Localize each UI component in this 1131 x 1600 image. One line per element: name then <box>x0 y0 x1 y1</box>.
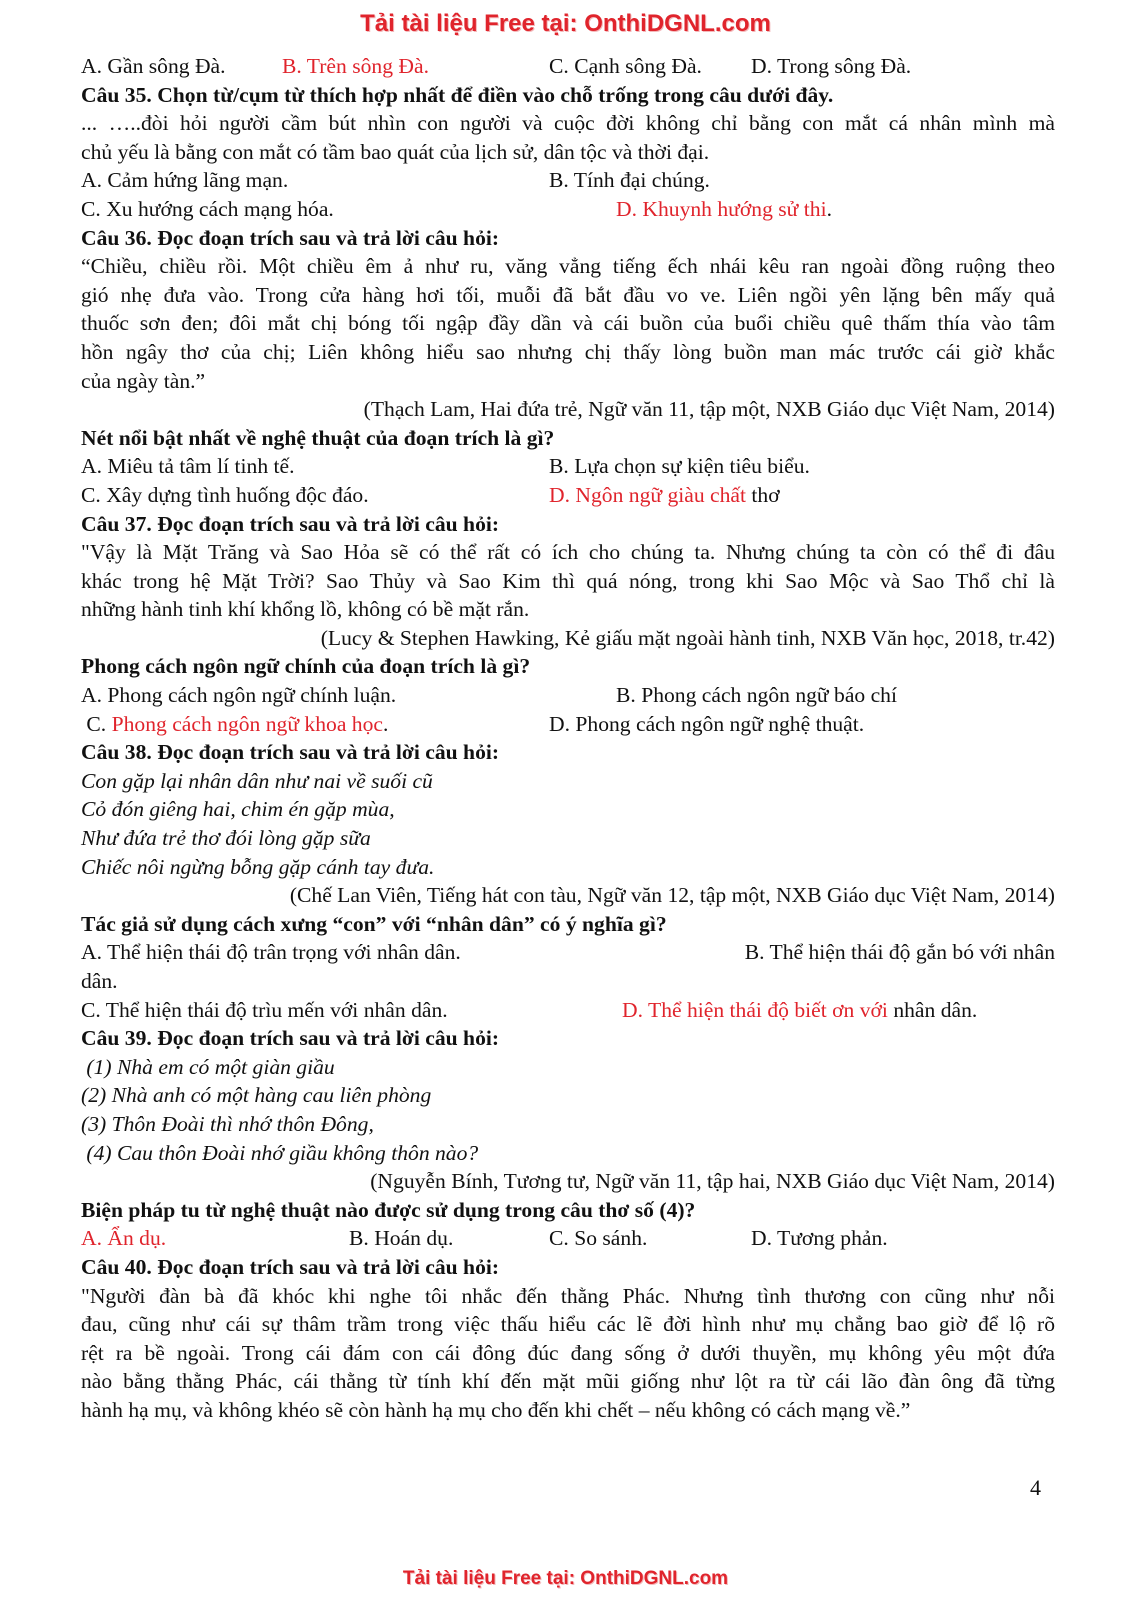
q38-option-d-answer <box>622 996 977 1025</box>
q39-question: Biện pháp tu từ nghệ thuật nào được sử dụng trong câu thơ số (4)? <box>81 1197 696 1222</box>
q35-options-row <box>81 166 1055 195</box>
q38-source: (Chế Lan Viên, Tiếng hát con tàu, Ngữ văn 12, tập một, NXB Giáo dục Việt Nam, 2014) <box>289 883 1055 908</box>
q38-option-d-tail: nhân dân. <box>887 997 978 1022</box>
q37-option-c-prefix: C. <box>81 711 112 736</box>
q35-option-b: B. Tính đại chúng. <box>549 168 710 193</box>
q40-passage-line: hành hạ mụ, và không khéo sẽ còn hành hạ mụ cho đến khi chết – nếu không có cách mạng về.” <box>81 1397 911 1422</box>
q36-options-row <box>81 452 1055 481</box>
q39-option-c: C. So sánh. <box>549 1226 648 1251</box>
q37-option-d: D. Phong cách ngôn ngữ nghệ thuật. <box>549 711 865 736</box>
q35-option-a: A. Cảm hứng lãng mạn. <box>81 168 289 193</box>
header-banner[interactable]: Tải tài liệu Free tại: OnthiDGNL.com <box>360 10 771 37</box>
q37-question: Phong cách ngôn ngữ chính của đoạn trích là gì? <box>81 654 531 679</box>
q39-option-a-answer: A. Ẩn dụ. <box>81 1226 167 1251</box>
q36-question: Nét nổi bật nhất về nghệ thuật của đoạn trích là gì? <box>81 425 555 450</box>
q36-source: (Thạch Lam, Hai đứa trẻ, Ngữ văn 11, tập một, NXB Giáo dục Việt Nam, 2014) <box>363 397 1055 422</box>
q37-option-c-answer <box>81 710 388 739</box>
q36-passage-line: “Chiều, chiều rồi. Một chiều êm ả như ru, văng vẳng tiếng ếch nhái kêu ran ngoài đồng ruộng theo <box>81 254 1055 279</box>
q38-option-d-text: D. Thể hiện thái độ biết ơn với <box>622 997 888 1022</box>
q38-poem-line: Cỏ đón giêng hai, chim én gặp mùa, <box>81 797 395 822</box>
q36-option-a: A. Miêu tả tâm lí tinh tế. <box>81 454 295 479</box>
q39-option-b: B. Hoán dụ. <box>349 1226 454 1251</box>
q34-option-a: A. Gần sông Đà. <box>81 54 226 78</box>
q37-option-b: B. Phong cách ngôn ngữ báo chí <box>616 683 897 708</box>
q38-heading: Câu 38. Đọc đoạn trích sau và trả lời câu hỏi: <box>81 740 500 765</box>
q35-text-line: ... …..đòi hỏi người cầm bút nhìn con người và cuộc đời không chỉ bằng con mắt cá nhân mình mà <box>81 111 1055 136</box>
q35-option-c: C. Xu hướng cách mạng hóa. <box>81 196 334 221</box>
q38-option-b-wrap: dân. <box>81 969 118 993</box>
q37-options-row <box>81 681 1055 710</box>
q39-poem-line: (4) Cau thôn Đoài nhớ giầu không thôn nào? <box>81 1140 479 1165</box>
q37-option-c-tail: . <box>383 711 389 736</box>
q36-passage-line: hồn ngây thơ của chị; Liên không hiểu sao nhưng chị thấy lòng buồn man mác trước cái giờ khắc <box>81 339 1055 364</box>
q38-poem-line: Con gặp lại nhân dân như nai về suối cũ <box>81 768 433 793</box>
q39-source: (Nguyễn Bính, Tương tư, Ngữ văn 11, tập hai, NXB Giáo dục Việt Nam, 2014) <box>370 1169 1055 1194</box>
q35-options-row <box>81 195 1055 224</box>
q38-option-b: B. Thể hiện thái độ gắn bó với nhân <box>744 940 1055 965</box>
q36-options-row <box>81 481 1055 510</box>
q37-option-a: A. Phong cách ngôn ngữ chính luận. <box>81 683 397 708</box>
q36-passage-line: gió nhẹ đưa vào. Trong cửa hàng hơi tối, muỗi đã bắt đầu vo ve. Liên ngồi yên lặng bên mấy quả <box>81 282 1055 307</box>
q37-passage-line: "Vậy là Mặt Trăng và Sao Hỏa sẽ có thể rất có ích cho chúng ta. Nhưng chúng ta còn có thể đi đâu <box>81 540 1055 565</box>
q40-passage-line: rệt ra bề ngoài. Trong cái đám con cái đông đúc đang sống ở dưới thuyền, mụ không yêu một đứa <box>81 1340 1055 1365</box>
q38-option-c: C. Thể hiện thái độ trìu mến với nhân dân. <box>81 997 448 1022</box>
q35-text-line: chủ yếu là bằng con mắt có tầm bao quát của lịch sử, dân tộc và thời đại. <box>81 139 710 164</box>
q36-heading: Câu 36. Đọc đoạn trích sau và trả lời câu hỏi: <box>81 225 500 250</box>
q35-option-d-tail: . <box>826 196 832 221</box>
q40-passage-line: đau, cũng như cái sự thâm trầm trong việc thấu hiểu các lẽ đời hình như mụ chẳng bao giờ để lộ rõ <box>81 1312 1055 1337</box>
q40-passage-line: nào bằng thằng Phác, cái thằng từ tính khí đến mặt mũi giống như lột ra từ cái lão đàn ông đã từng <box>81 1369 1055 1394</box>
q36-option-d-text: D. Ngôn ngữ giàu chất <box>549 482 747 507</box>
q39-options-row <box>81 1224 1055 1253</box>
q38-question: Tác giả sử dụng cách xưng “con” với “nhân dân” có ý nghĩa gì? <box>81 911 667 936</box>
q39-heading: Câu 39. Đọc đoạn trích sau và trả lời câu hỏi: <box>81 1026 500 1051</box>
q38-options-row <box>81 938 1055 967</box>
q37-heading: Câu 37. Đọc đoạn trích sau và trả lời câu hỏi: <box>81 511 500 536</box>
q34-options <box>81 52 1055 81</box>
q34-option-b-answer: B. Trên sông Đà. <box>282 54 429 78</box>
q36-option-b: B. Lựa chọn sự kiện tiêu biểu. <box>549 454 810 479</box>
q39-poem-line: (1) Nhà em có một giàn giầu <box>81 1054 335 1079</box>
q35-option-d-text: D. Khuynh hướng sử thi <box>616 196 827 221</box>
q39-poem-line: (2) Nhà anh có một hàng cau liên phòng <box>81 1083 432 1108</box>
q38-options-row <box>81 996 1055 1025</box>
q37-source: (Lucy & Stephen Hawking, Kẻ giấu mặt ngoài hành tinh, NXB Văn học, 2018, tr.42) <box>320 625 1055 650</box>
q36-option-d-answer <box>549 481 780 510</box>
q36-option-c: C. Xây dựng tình huống độc đáo. <box>81 482 369 507</box>
q40-heading: Câu 40. Đọc đoạn trích sau và trả lời câu hỏi: <box>81 1254 500 1279</box>
q37-option-c-text: Phong cách ngôn ngữ khoa học <box>111 711 383 736</box>
q37-passage-line: khác trong hệ Mặt Trời? Sao Thủy và Sao Kim thì quá nóng, trong khi Sao Mộc và Sao Thổ chỉ là <box>81 568 1055 593</box>
q37-options-row <box>81 710 1055 739</box>
q38-poem-line: Chiếc nôi ngừng bỗng gặp cánh tay đưa. <box>81 854 435 879</box>
page-number: 4 <box>1030 1475 1041 1500</box>
q39-option-d: D. Tương phản. <box>751 1226 888 1251</box>
q36-passage-line: của ngày tàn.” <box>81 368 206 393</box>
q36-option-d-tail: thơ <box>746 482 780 507</box>
footer-banner[interactable]: Tải tài liệu Free tại: OnthiDGNL.com <box>402 1568 729 1589</box>
q38-poem-line: Như đứa trẻ thơ đói lòng gặp sữa <box>81 826 371 851</box>
exam-content <box>81 52 1055 1425</box>
q35-option-d-answer <box>616 195 832 224</box>
q38-option-a: A. Thể hiện thái độ trân trọng với nhân dân. <box>81 940 461 965</box>
q35-heading: Câu 35. Chọn từ/cụm từ thích hợp nhất để điền vào chỗ trống trong câu dưới đây. <box>81 82 834 107</box>
q39-poem-line: (3) Thôn Đoài thì nhớ thôn Đông, <box>81 1111 374 1136</box>
q34-option-d: D. Trong sông Đà. <box>751 54 912 78</box>
q34-option-c: C. Cạnh sông Đà. <box>549 54 702 78</box>
q36-passage-line: thuốc sơn đen; đôi mắt chị bóng tối ngập đầy dần và cái buồn của buổi chiều quê thấm thía vào tâm <box>81 311 1055 336</box>
q40-passage-line: "Người đàn bà đã khóc khi nghe tôi nhắc đến thằng Phác. Nhưng tình thương con cũng như nỗi <box>81 1283 1055 1308</box>
q37-passage-line: những hành tinh khí khổng lồ, không có bề mặt rắn. <box>81 597 530 622</box>
